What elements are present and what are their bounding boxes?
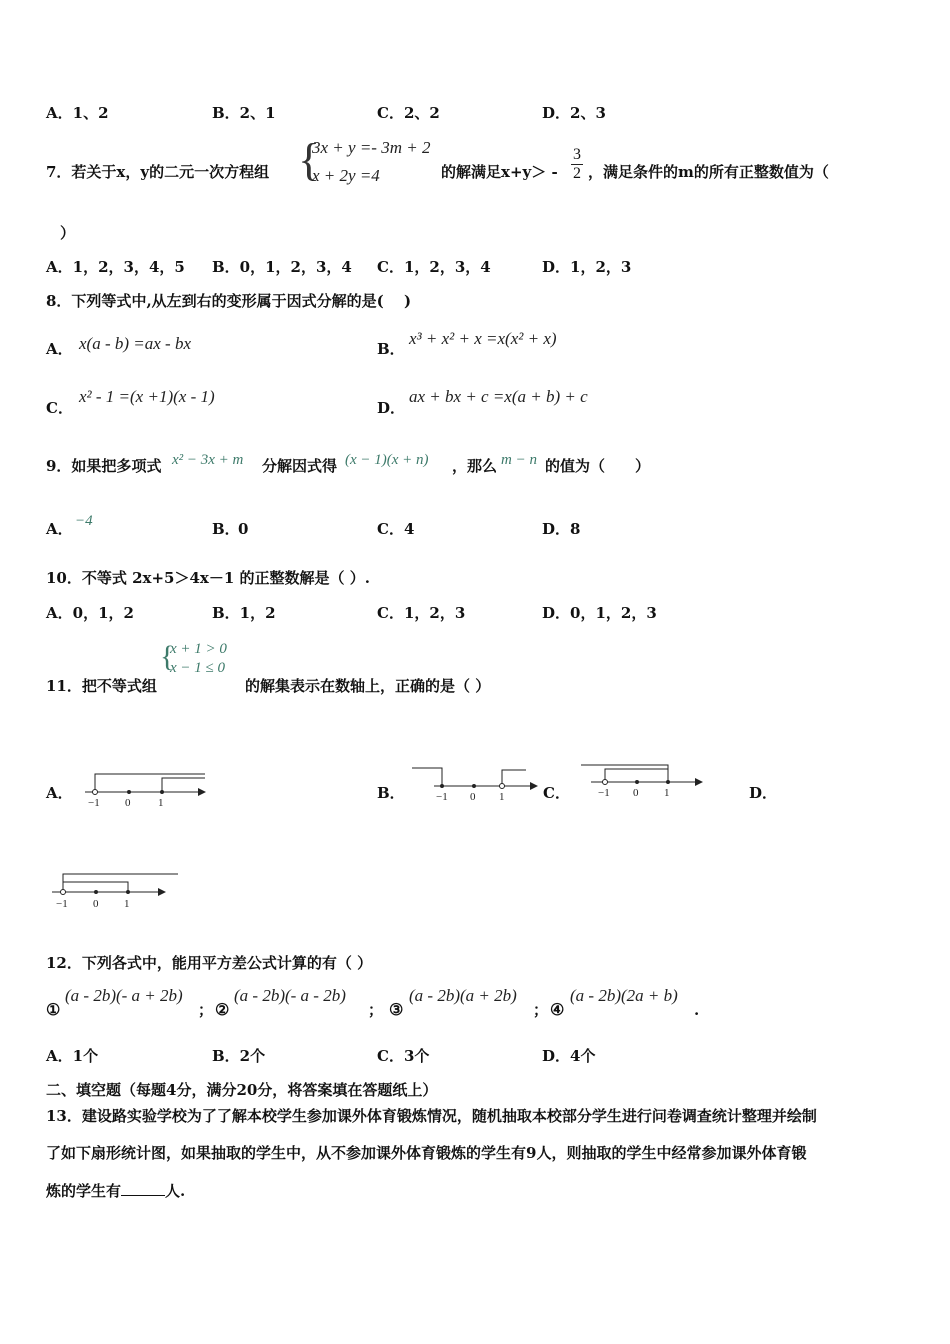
q8-option-c-expr: x² - 1 =(x +1)(x - 1): [79, 387, 215, 406]
tick-label: 1: [158, 797, 164, 809]
axis-arrow: [198, 788, 206, 796]
open-dot: [603, 780, 608, 785]
q11-prefix: 11．把不等式组: [46, 677, 157, 695]
q11-option-b-numberline: [410, 764, 542, 806]
q12-option-b[interactable]: B．2个: [212, 1047, 266, 1065]
range-bracket-left: [95, 774, 205, 791]
q12-item-3-expr: (a - 2b)(a + 2b): [409, 986, 517, 1005]
tick-dot: [472, 784, 476, 788]
q11-option-b-label[interactable]: B．: [377, 784, 405, 802]
q11-option-d-numberline: [48, 868, 182, 912]
q11-option-c-numberline: [577, 760, 709, 802]
q12-item-2-expr: (a - 2b)(- a - 2b): [234, 986, 346, 1005]
range-bracket-inner: [63, 882, 128, 891]
q6-option-c[interactable]: C．2、2: [377, 104, 440, 122]
q10-option-d[interactable]: D．0，1，2，3: [542, 604, 657, 622]
range-bracket-inner: [605, 769, 668, 781]
q9-part1: 9．如果把多项式: [46, 457, 162, 475]
open-dot: [61, 890, 66, 895]
q9-part2: 分解因式得: [262, 457, 338, 475]
q9-option-b-value: 0: [238, 520, 249, 538]
q8-option-b-expr: x³ + x² + x =x(x² + x): [409, 329, 557, 348]
q12-item-3-sep: ；: [533, 1001, 549, 1019]
q12-option-a[interactable]: A．1个: [46, 1047, 99, 1065]
q7-option-b[interactable]: B．0，1，2，3，4: [212, 258, 352, 276]
q8-option-d-label[interactable]: D．: [377, 399, 406, 417]
tick-dot: [635, 780, 639, 784]
q13-line-1: 13．建设路实验学校为了了解本校学生参加课外体育锻炼情况，随机抽取本校部分学生进行问卷调查统计整理并绘制: [46, 1107, 817, 1125]
q7-suffix: ，满足条件的m的所有正整数值为（: [588, 163, 829, 181]
q12-item-4-mark: ④: [550, 1000, 565, 1019]
tick-label: 1: [124, 898, 130, 910]
q12-item-4-sep: .: [694, 1001, 700, 1019]
q7-prefix: 7．若关于x，y的二元一次方程组: [46, 163, 270, 181]
q11-ineq1: x + 1 > 0: [170, 641, 227, 657]
q12-item-2-mark: ②: [215, 1000, 230, 1019]
range-bracket-left: [412, 768, 442, 785]
tick-label: 0: [633, 787, 639, 799]
tick-label: 0: [93, 898, 99, 910]
q9-expr1: x² − 3x + m: [172, 452, 244, 468]
q12-option-c[interactable]: C．3个: [377, 1047, 430, 1065]
q13-line-2: 了如下扇形统计图，如果抽取的学生中，从不参加课外体育锻炼的学生有9人，则抽取的学生中经常参加课外体育锻: [46, 1144, 807, 1162]
q12-option-d[interactable]: D．4个: [542, 1047, 596, 1065]
q12-item-3-mark: ③: [389, 1000, 404, 1019]
q12-item-2-sep: ；: [368, 1001, 384, 1019]
axis-arrow: [158, 888, 166, 896]
q13-line-3: [46, 1181, 185, 1201]
tick-dot: [160, 790, 164, 794]
range-bracket-right: [502, 770, 526, 785]
q11-option-d-label[interactable]: D．: [749, 784, 778, 802]
tick-label: −1: [436, 791, 448, 803]
q12-item-4-expr: (a - 2b)(2a + b): [570, 986, 678, 1005]
q8-stem: 8．下列等式中,从左到右的变形属于因式分解的是( ): [46, 292, 412, 310]
q7-brace: {: [298, 134, 321, 185]
section-2-heading: 二、填空题（每题4分，满分20分，将答案填在答题纸上）: [46, 1081, 438, 1099]
q9-part3: ，那么: [452, 457, 498, 475]
q9-expr2: (x − 1)(x + n): [345, 452, 429, 468]
tick-label: 1: [664, 787, 670, 799]
q6-option-a[interactable]: A．1、2: [46, 104, 109, 122]
q8-option-a-label[interactable]: A．: [46, 340, 73, 358]
q8-option-c-label[interactable]: C．: [46, 399, 73, 417]
tick-dot: [666, 780, 670, 784]
q13-line-3-pre: 炼的学生有: [46, 1182, 122, 1200]
q9-part4: 的值为（ ）: [545, 457, 651, 475]
q11-ineq2: x − 1 ≤ 0: [170, 660, 226, 676]
tick-label: −1: [88, 797, 100, 809]
q9-option-b-label[interactable]: B．: [212, 520, 240, 538]
q6-option-d[interactable]: D．2、3: [542, 104, 606, 122]
q7-frac-den: 2: [573, 165, 581, 182]
axis-arrow: [695, 778, 703, 786]
q9-expr3: m − n: [501, 452, 537, 468]
q13-line-3-post: 人.: [165, 1182, 186, 1200]
q11-option-c-label[interactable]: C．: [543, 784, 570, 802]
q7-eq1: 3x + y =- 3m + 2: [312, 138, 431, 157]
q11-suffix: 的解集表示在数轴上，正确的是（ ）: [245, 677, 491, 695]
q9-option-d-value: 8: [570, 520, 581, 538]
tick-dot: [440, 784, 444, 788]
q11-option-a-label[interactable]: A．: [46, 784, 73, 802]
q9-option-a-value: −4: [75, 513, 93, 529]
open-dot: [500, 784, 505, 789]
q11-option-a-numberline: [80, 768, 210, 814]
q10-option-a[interactable]: A．0，1，2: [46, 604, 134, 622]
tick-label: −1: [56, 898, 68, 910]
axis-arrow: [530, 782, 538, 790]
q8-option-d-expr: ax + bx + c =x(a + b) + c: [409, 387, 588, 406]
q7-option-c[interactable]: C．1，2，3，4: [377, 258, 491, 276]
q13-answer-blank[interactable]: [121, 1181, 165, 1196]
range-bracket-top: [581, 765, 668, 781]
q12-item-1-sep: ；: [198, 1001, 214, 1019]
q11-brace: {: [160, 640, 175, 673]
open-dot: [93, 790, 98, 795]
q7-fraction: [571, 146, 583, 183]
tick-label: 0: [125, 797, 131, 809]
q9-option-c-label[interactable]: C．: [377, 520, 404, 538]
q10-stem: 10．不等式 2x+5＞4x－1 的正整数解是（ ）.: [46, 569, 370, 587]
q9-option-a-label[interactable]: A．: [46, 520, 73, 538]
tick-dot: [126, 890, 130, 894]
q12-item-1-mark: ①: [46, 1000, 61, 1019]
q10-option-c[interactable]: C．1，2，3: [377, 604, 466, 622]
q9-option-d-label[interactable]: D．: [542, 520, 571, 538]
q9-option-c-value: 4: [404, 520, 415, 538]
q7-option-a[interactable]: A．1，2，3，4，5: [46, 258, 185, 276]
q7-mid: 的解满足x+y＞ -: [441, 163, 558, 181]
tick-label: 1: [499, 791, 505, 803]
q10-option-b[interactable]: B．1，2: [212, 604, 276, 622]
q7-close: ）: [60, 224, 76, 242]
q8-option-a-expr: x(a - b) =ax - bx: [79, 334, 192, 353]
tick-dot: [127, 790, 131, 794]
tick-dot: [94, 890, 98, 894]
q7-option-d[interactable]: D．1，2，3: [542, 258, 632, 276]
q6-option-b[interactable]: B．2、1: [212, 104, 276, 122]
q7-eq2: x + 2y =4: [312, 166, 380, 185]
q12-stem: 12．下列各式中，能用平方差公式计算的有（ ）: [46, 954, 373, 972]
q7-frac-num: 3: [573, 146, 581, 163]
tick-label: 0: [470, 791, 476, 803]
q8-option-b-label[interactable]: B．: [377, 340, 405, 358]
tick-label: −1: [598, 787, 610, 799]
q12-item-1-expr: (a - 2b)(- a + 2b): [65, 986, 183, 1005]
